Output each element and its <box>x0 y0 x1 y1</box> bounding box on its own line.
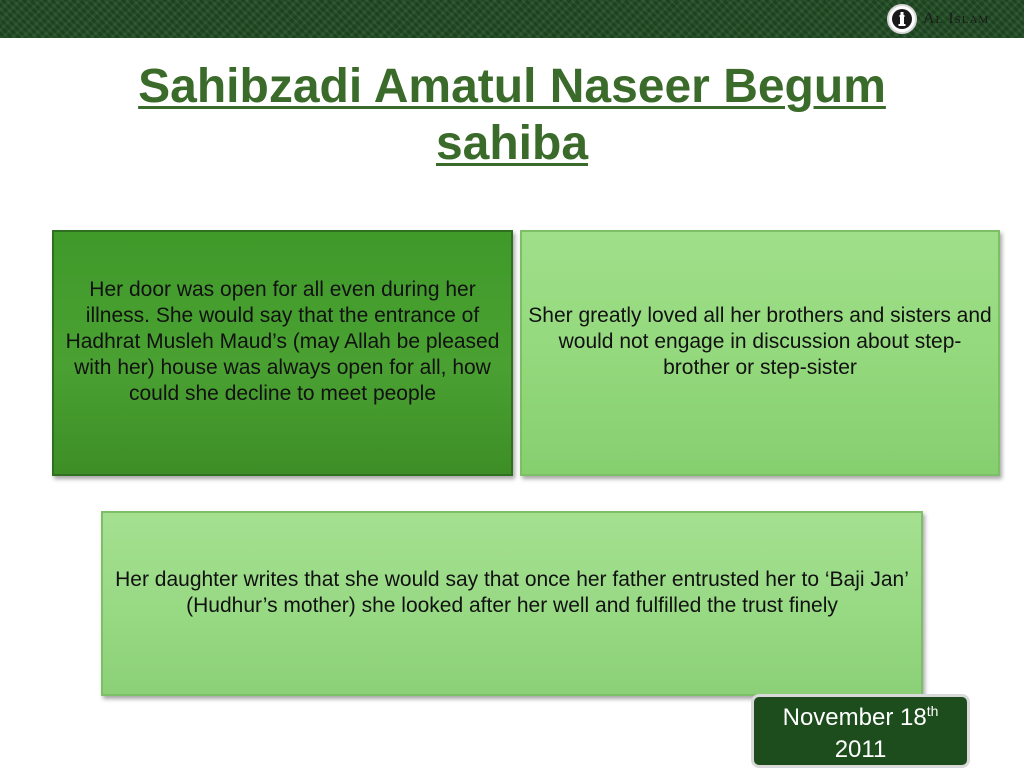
minaret-icon <box>887 4 917 34</box>
date-badge <box>751 694 970 768</box>
page-title-line-1: Sahibzadi Amatul Naseer Begum <box>138 60 886 113</box>
content-box-text: Her door was open for all even during her illness. She would say that the entrance of Hadhrat Musleh Maud’s (may Allah be pleased with her) house was always open for all, how could she decline to meet people <box>65 278 500 405</box>
content-box-text: Her daughter writes that she would say that once her father entrusted her to ‘Baji Jan’ (Hudhur’s mother) she looked after her well and fulfilled the trust finely <box>115 568 909 617</box>
page-title-line-2: sahiba <box>435 117 589 170</box>
content-box-door-open <box>52 230 513 476</box>
content-box-text: Sher greatly loved all her brothers and sisters and would not engage in discussion about step-brother or step-sister <box>528 304 992 379</box>
top-banner <box>0 0 1024 38</box>
content-box-daughter <box>101 511 923 696</box>
content-box-siblings <box>520 230 1000 476</box>
logo-text: Al Islam <box>923 10 990 27</box>
date-suffix: th <box>926 703 939 719</box>
date-year: 2011 <box>834 736 887 763</box>
page-title <box>60 58 964 172</box>
date-month-day: November 18 <box>782 704 927 731</box>
